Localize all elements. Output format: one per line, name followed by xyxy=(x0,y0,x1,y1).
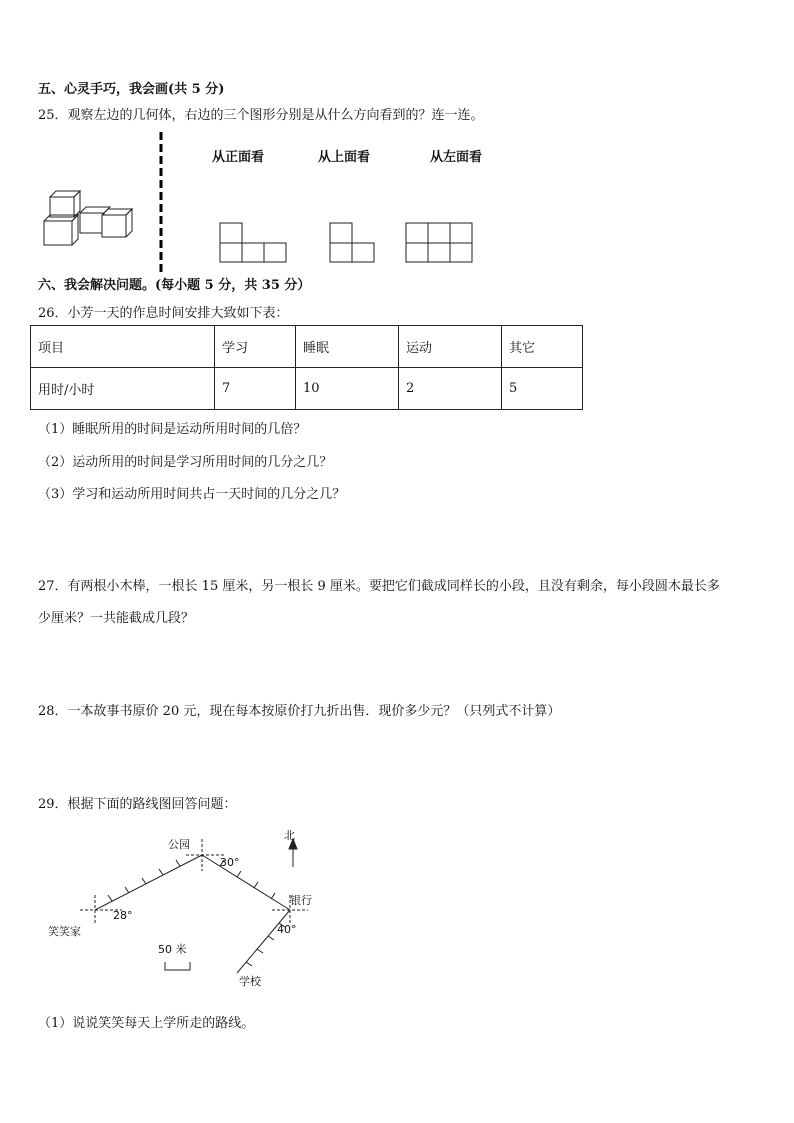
bank-angle-label: 40° xyxy=(277,923,297,936)
scale-bar xyxy=(165,962,190,970)
route-home-park xyxy=(95,855,202,910)
view-label-left: 从左面看 xyxy=(430,150,483,165)
schedule-table xyxy=(30,325,583,410)
park-angle-label: 30° xyxy=(220,856,240,869)
view-shape-2 xyxy=(329,222,377,264)
view-label-top: 从上面看 xyxy=(318,150,371,165)
table-cell: 2 xyxy=(399,368,502,410)
cube-solid-figure xyxy=(38,185,143,250)
question-26-sub1: （1）睡眠所用的时间是运动所用时间的几倍？ xyxy=(38,422,307,437)
home-angle-label: 28° xyxy=(113,909,133,922)
table-cell: 10 xyxy=(296,368,399,410)
table-cell: 7 xyxy=(215,368,296,410)
route-bank-school xyxy=(237,910,290,973)
view-label-front: 从正面看 xyxy=(212,150,265,165)
table-cell: 运动 xyxy=(399,326,502,368)
table-cell: 5 xyxy=(502,368,583,410)
question-27-line2: 少厘米？一共能截成几段？ xyxy=(38,611,195,626)
table-cell: 用时/小时 xyxy=(31,368,215,410)
school-label: 学校 xyxy=(239,975,261,988)
question-29: 29．根据下面的路线图回答问题： xyxy=(38,797,237,812)
question-25: 25．观察左边的几何体，右边的三个图形分别是从什么方向看到的？连一连。 xyxy=(38,108,484,123)
route-map xyxy=(40,825,340,995)
route-park-bank xyxy=(202,855,290,910)
view-shape-3 xyxy=(405,222,475,264)
question-26-sub2: （2）运动所用的时间是学习所用时间的几分之几？ xyxy=(38,455,333,470)
section6-title: 六、我会解决问题。(每小题 5 分，共 35 分） xyxy=(38,278,311,293)
table-cell: 学习 xyxy=(215,326,296,368)
question-26: 26．小芳一天的作息时间安排大致如下表： xyxy=(38,306,289,321)
dashed-divider xyxy=(158,132,164,274)
park-label: 公园 xyxy=(168,838,190,851)
table-row xyxy=(31,368,583,410)
table-row xyxy=(31,326,583,368)
question-28: 28．一本故事书原价 20 元，现在每本按原价打九折出售．现价多少元？（只列式不计算） xyxy=(38,704,561,719)
home-label: 笑笑家 xyxy=(48,925,81,938)
section5-title: 五、心灵手巧，我会画(共 5 分) xyxy=(38,82,225,97)
table-cell: 其它 xyxy=(502,326,583,368)
question-27-line1: 27．有两根小木棒，一根长 15 厘米，另一根长 9 厘米。要把它们截成同样长的小段，且没有剩余，每小段圆木最长多 xyxy=(38,579,720,594)
question-29-sub1: （1）说说笑笑每天上学所走的路线。 xyxy=(38,1016,255,1031)
north-label: 北 xyxy=(284,829,295,842)
view-shape-1 xyxy=(219,222,289,264)
question-26-sub3: （3）学习和运动所用时间共占一天时间的几分之几？ xyxy=(38,487,346,502)
table-cell: 项目 xyxy=(31,326,215,368)
scale-label: 50 米 xyxy=(158,943,187,956)
north-arrow-icon xyxy=(289,839,297,867)
bank-label: 银行 xyxy=(290,894,312,907)
table-cell: 睡眠 xyxy=(296,326,399,368)
